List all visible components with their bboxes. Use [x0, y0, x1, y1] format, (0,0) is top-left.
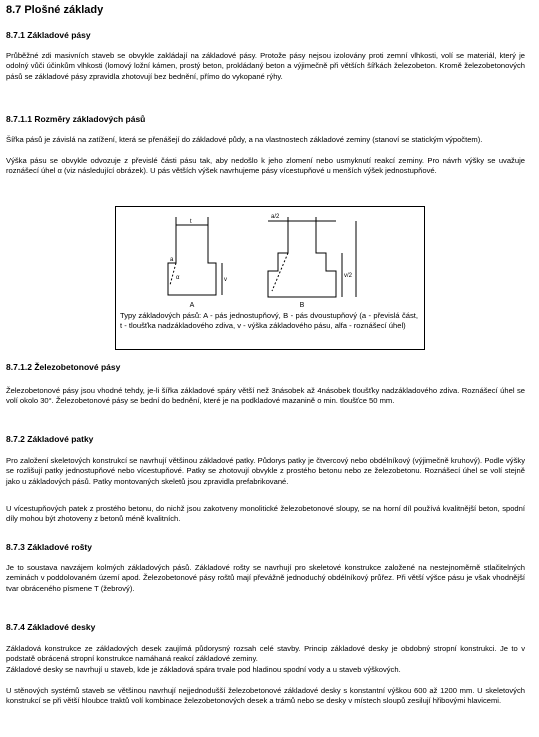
dim-label-a: a	[170, 257, 174, 263]
section-heading-8-7-3: 8.7.3 Základové rošty	[6, 542, 92, 552]
section-heading-8-7: 8.7 Plošné základy	[6, 4, 104, 16]
dim-label-t: t	[190, 219, 192, 225]
section-heading-8-7-1-1: 8.7.1.1 Rozměry základových pásů	[6, 114, 146, 124]
dim-label-a2: a/2	[271, 214, 280, 220]
paragraph-desky-2: Základové desky se navrhují u staveb, kde je základová spára trvale pod hladinou spodní vody a u staveb výškových.	[6, 665, 401, 674]
footing-b-outline	[268, 217, 336, 297]
dim-label-alpha: α	[176, 275, 180, 281]
foundation-drawing	[116, 207, 424, 311]
dim-label-v: v	[224, 277, 227, 283]
section-heading-8-7-2: 8.7.2 Základové patky	[6, 434, 94, 444]
paragraph-patky-1: Pro založení skeletových konstrukcí se navrhují většinou základové patky. Půdorys patky je čtvercový nebo obdélníkový (výjimečně kruhový). Podle výšky se rozlišují patky jednostupňové nebo vícestupňové. Patky se zhotovují obvykle z prostého betonu nebo ze železobetonu. Roznášecí úhel se volí stejně jako u základových pásů. Patky montovaných skeletů jsou zpravidla prefabrikované.	[6, 456, 525, 486]
footing-a-outline	[168, 217, 216, 295]
dim-label-v2: v/2	[344, 273, 353, 279]
figure-foundation-types	[115, 206, 425, 350]
footing-a-spread-line	[170, 263, 176, 285]
section-heading-8-7-1: 8.7.1 Základové pásy	[6, 30, 91, 40]
section-heading-8-7-1-2: 8.7.1.2 Železobetonové pásy	[6, 362, 121, 372]
figure-caption: Typy základových pásů: A - pás jednostupňový, B - pás dvoustupňový (a - převislá část, t - tloušťka nadzákladového zdiva, v - výška základového pásu, alfa - roznášecí úhel)	[120, 311, 418, 331]
section-heading-8-7-4: 8.7.4 Základové desky	[6, 622, 96, 632]
paragraph-vyska-pasu: Výška pásu se obvykle odvozuje z převislé části pásu tak, aby nedošlo k jeho zlomení nebo usmyknutí reakcí zeminy. Pro návrh výšky se uvažuje roznášecí úhel α (viz následující obrázek). U pás větších výšek navrhujeme pásy vícestupňové u menších výšek jednostupňové.	[6, 156, 525, 176]
paragraph-zakladove-pasy: Průběžné zdi masivních staveb se obvykle zakládají na základové pásy. Protože pásy nejsou izolovány proti zemní vlhkosti, volí se materiál, který je odolný vůči účinkům vlhkosti (lomový ložní kámen, prostý beton, prokládaný beton a výjimečně při větších šířkách železobeton. Kromě železobetonových pásů se základové pásy zpravidla zhotovují bez bednění, přímo do vykopané rýhy.	[6, 51, 525, 81]
paragraph-desky-3: U stěnových systémů staveb se většinou navrhují nejjednodušší železobetonové základové desky s konstantní výškou 600 až 1200 mm. U skeletových konstrukcí se při větší hloubce traktů volí kombinace železobetonových desek a trámů nebo se desky v místech sloupů zesilují hřibovými hlavicemi.	[6, 686, 525, 706]
footing-b-spread-line	[272, 253, 288, 291]
paragraph-desky-1: Základová konstrukce ze základových desek zaujímá půdorysný rozsah celé stavby. Princip základové desky je obdobný stropní konstrukci. Je to v podstatě obrácená stropní konstrukce namáhaná reakcí základové zeminy.	[6, 644, 525, 664]
paragraph-zelezobetonove-pasy: Železobetonové pásy jsou vhodné tehdy, je-li šířka základové spáry větší než 3násobek až 4násobek tloušťky nadzákladového zdiva. Roznášecí úhel se volí okolo 30°. Železobetonové pásy se bední do bednění, které je na podkladové mazanině o min. tloušťce 50 mm.	[6, 386, 525, 406]
paragraph-rosty: Je to soustava navzájem kolmých základových pásů. Základové rošty se navrhují pro skeletové konstrukce založené na nestejnoměrně stlačitelných zeminách v poddolovaném území apod. Železobetonové pásy roštů mají převážně jednoduchý obdélníkový průřez. Při větší výšce pásu je však vhodnější tvar obráceného písmene T (žebrový).	[6, 563, 525, 593]
paragraph-sirka-pasu: Šířka pásů je závislá na zatížení, která se přenášejí do základové půdy, a na vlastnostech základové zeminy (stanoví se statickým výpočtem).	[6, 135, 483, 144]
label-b: B	[299, 302, 305, 309]
label-a: A	[189, 302, 195, 309]
paragraph-patky-2: U vícestupňových patek z prostého betonu, do nichž jsou zakotveny monolitické železobetonové sloupy, se na horní díl používá kvalitnější beton, spodní díly mohou být zhotoveny z betonů méně kvalitních.	[6, 504, 525, 524]
